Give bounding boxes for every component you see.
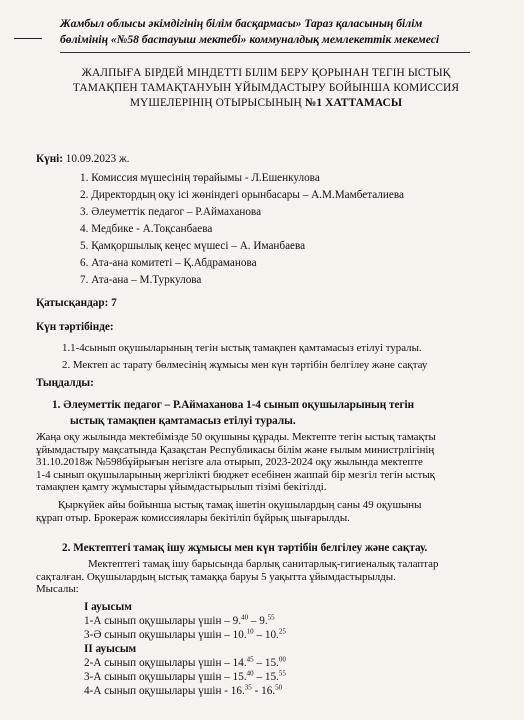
agenda-item: 1.1-4сынып оқушыларының тегін ыстық тамақпен қамтамасыз етілуі туралы. — [62, 342, 422, 354]
list-item: 2. Директордың оқу ісі жөніндегі орынбасары – А.М.Мамбеталиева — [80, 189, 404, 201]
title-line: ЖАЛПЫҒА БІРДЕЙ МІНДЕТТІ БІЛІМ БЕРУ ҚОРЫНАН ТЕГІН ЫСТЫҚ — [81, 67, 451, 79]
date-value: 10.09.2023 ж. — [63, 153, 130, 165]
title-line — [34, 96, 498, 111]
paragraph — [36, 558, 488, 596]
paragraph-line: 1-4 сынып оқушыларының жергілікті бюджет есебінен жаппай бір мезгіл тегін ыстық — [36, 468, 435, 481]
section-heading: 1. Әлеуметтік педагог – Р.Аймаханова 1-4 сынып оқушыларының тегін — [52, 399, 415, 411]
schedule-row: 2-А сынып оқушылары үшін – 14.45 – 15.00 — [84, 655, 286, 669]
agenda-label: Күн тәртібінде: — [36, 321, 114, 333]
section-heading: ыстық тамақпен қамтамасыз етілуі туралы. — [70, 415, 296, 427]
date-label: Күні: — [36, 153, 63, 165]
header-divider — [60, 52, 470, 53]
paragraph-line: сақталған. Оқушылардың ыстық тамаққа баруы 5 уақытта ұйымдастырылды. — [36, 570, 396, 583]
paragraph — [36, 499, 488, 524]
paragraph-line: 31.10.2018ж №598бұйрығын негізге ала отырып, 2023-2024 оқу жылында мектепте — [36, 456, 423, 469]
paragraph-line: ұйымдастыру мақсатында Қазақстан Республикасы білім және ғылым министрлігінің — [36, 443, 435, 456]
organization-header — [60, 16, 500, 48]
attendance-count: Қатысқандар: 7 — [36, 297, 117, 309]
paragraph-line: Қыркүйек айы бойынша ыстық тамақ ішетін оқушылардың саны 49 оқушыны — [58, 499, 422, 511]
shift-label: II ауысым — [84, 643, 137, 655]
section-heading: 2. Мектептегі тамақ ішу жұмысы мен күн тәртібін белгілеу және сақтау. — [62, 542, 428, 554]
title-line: ТАМАҚПЕН ТАМАҚТАНУЫН ҰЙЫМДАСТЫРУ БОЙЫНША КОМИССИЯ — [72, 82, 460, 94]
list-item: 1. Комиссия мүшесінің төрайымы - Л.Ешенкулова — [80, 172, 320, 184]
shift-label: I ауысым — [84, 601, 132, 613]
paragraph-line: құрап отыр. Брокераж комиссиялары бекітіліп бұйрық шығарылды. — [36, 511, 350, 524]
list-item: 4. Медбике - А.Тоқсанбаева — [80, 223, 213, 235]
title-text: МҮШЕЛЕРІНІҢ ОТЫРЫСЫНЫҢ — [129, 97, 305, 109]
list-item: 7. Ата-ана – М.Туркулова — [80, 274, 202, 286]
paragraph — [36, 431, 488, 494]
schedule-row: 3-А сынып оқушылары үшін – 15.40 – 15.55 — [84, 669, 286, 683]
paragraph-line: Мысалы: — [36, 583, 79, 596]
meeting-date — [36, 152, 129, 166]
paragraph-line: Мектептегі тамақ ішу барысында барлық санитарлық-гигиеналық талаптар — [88, 558, 439, 570]
schedule-row: 3-Ә сынып оқушылары үшін – 10.10 – 10.25 — [84, 627, 286, 641]
margin-mark — [14, 38, 42, 39]
agenda-item: 2. Мектеп ас тарату бөлмесінің жұмысы мен күн тәртібін белгілеу және сақтау — [62, 359, 428, 371]
paragraph-line: тамақпен қамту жұмыстары ұйымдастырылып тізімі бекітілді. — [36, 481, 327, 494]
header-line: бөлімінің «№58 бастауыш мектебі» коммуналдық мемлекеттік мекемесі — [60, 33, 440, 46]
protocol-number: №1 ХАТТАМАСЫ — [304, 97, 403, 109]
list-item: 5. Қамқоршылық кеңес мүшесі – А. Иманбаева — [80, 240, 306, 252]
list-item: 6. Ата-ана комитеті – Қ.Абдраманова — [80, 257, 257, 269]
document-title — [34, 66, 498, 111]
schedule-row: 4-А сынып оқушылары үшін - 16.35 - 16.50 — [84, 683, 283, 697]
header-line: Жамбыл облысы әкімдігінің білім басқармасы» Тараз қаласының білім — [60, 17, 423, 30]
list-item: 3. Әлеуметтік педагог – Р.Аймаханова — [80, 206, 262, 218]
heard-label: Тыңдалды: — [36, 377, 94, 389]
schedule-row: 1-А сынып оқушылары үшін – 9.40 – 9.55 — [84, 613, 275, 627]
paragraph-line: Жаңа оқу жылында мектебімізде 50 оқушыны құрады. Мектепте тегін ыстық тамақты — [36, 431, 436, 443]
